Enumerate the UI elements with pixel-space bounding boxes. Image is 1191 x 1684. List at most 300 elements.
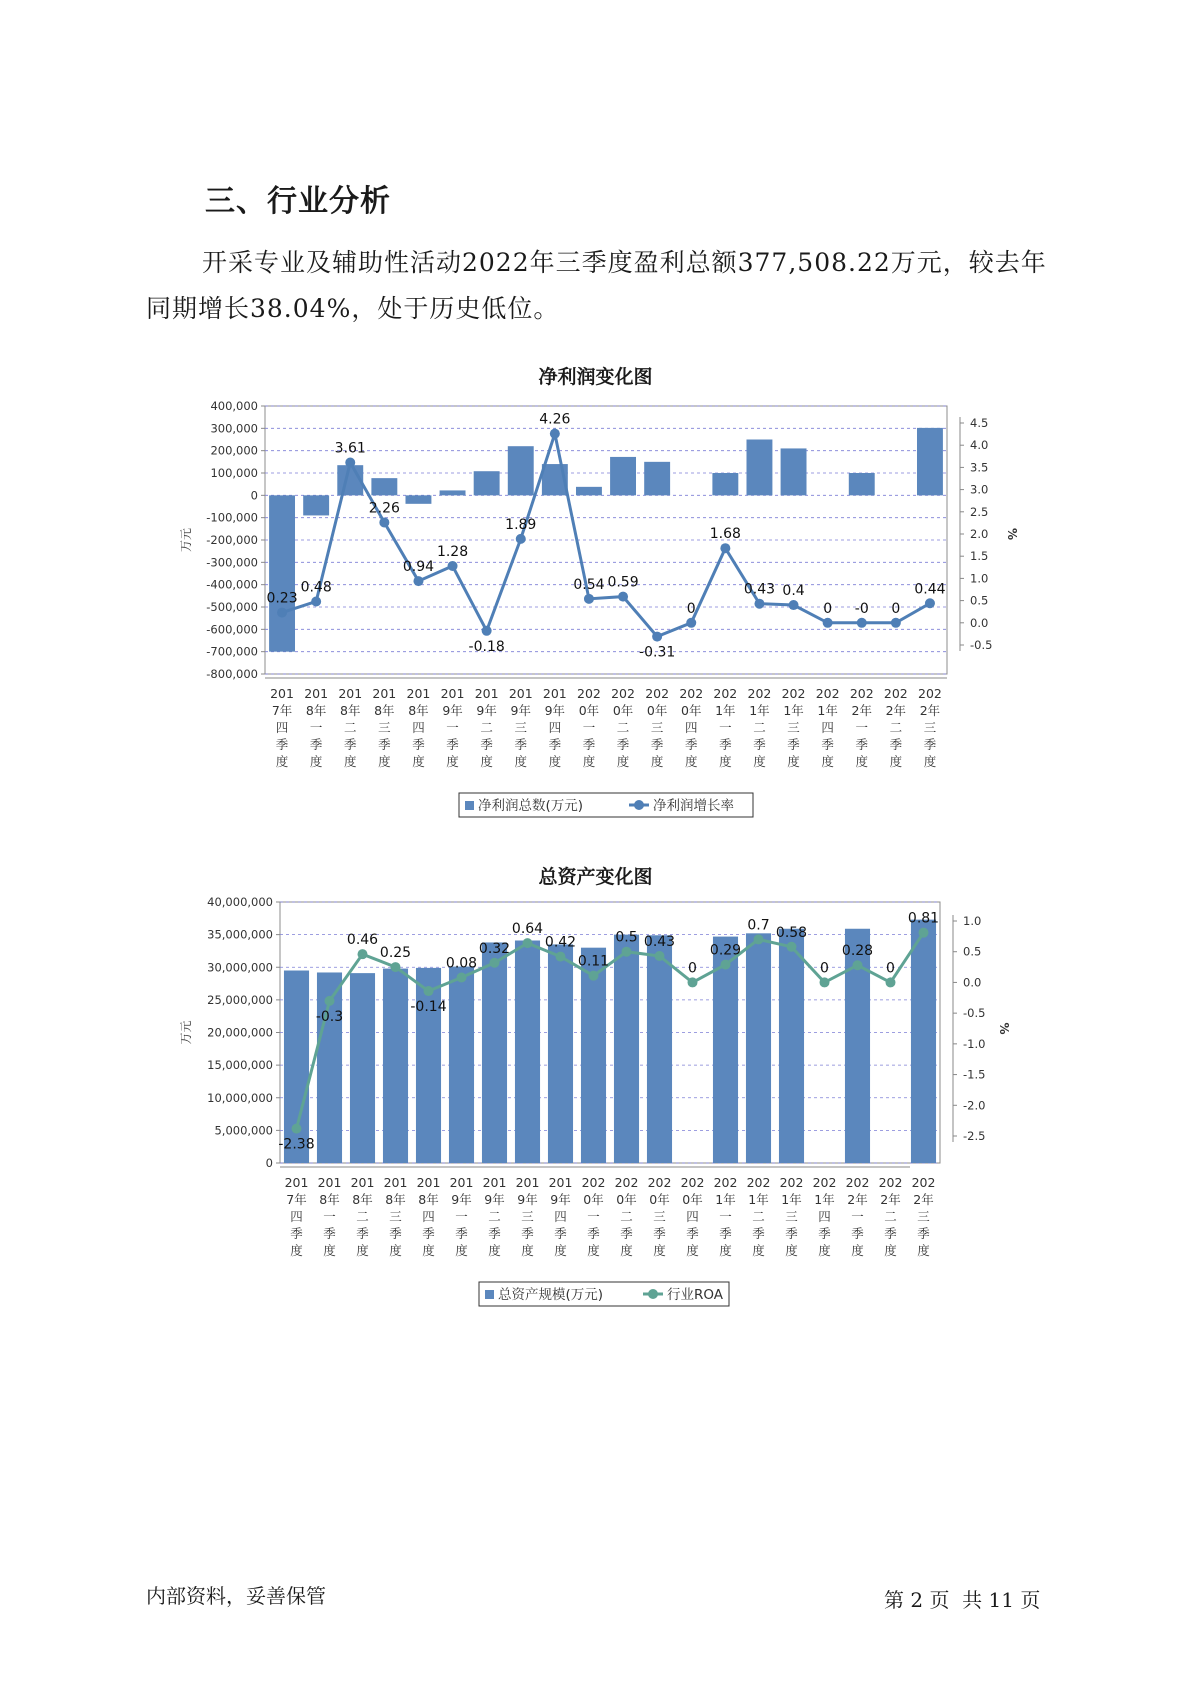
chart1-x-tick-label: 201 (338, 686, 363, 701)
chart2-bar (350, 973, 375, 1163)
chart2-x-tick-label: 0年 (583, 1192, 604, 1207)
chart1-data-label: -0.31 (639, 644, 676, 661)
chart1-x-tick-label: 季 (753, 737, 766, 752)
chart1-y2-tick-label: 2.5 (970, 504, 989, 519)
chart1-x-tick-label: 度 (821, 754, 834, 769)
chart1-bar (508, 446, 534, 495)
chart2-point (688, 977, 698, 987)
chart2-x-tick-label: 2年 (913, 1192, 934, 1207)
chart1-x-tick-label: 度 (378, 754, 391, 769)
chart1-x-tick-label: 度 (582, 754, 596, 769)
chart2-x-tick-label: 9年 (550, 1192, 571, 1207)
chart1-x-tick-label: 201 (304, 686, 329, 701)
chart1-x-tick-label: 度 (275, 754, 289, 769)
chart2-x-tick-label: 201 (317, 1175, 342, 1190)
chart2-point (556, 952, 566, 962)
chart1-legend-bar-swatch (465, 801, 474, 810)
chart1-data-label: 0 (823, 600, 833, 617)
chart1-x-tick-label: 度 (309, 754, 323, 769)
chart1-data-label: 0.54 (573, 576, 605, 593)
chart1-x-tick-label: 四 (684, 720, 698, 735)
chart2-x-tick-label: 度 (686, 1243, 699, 1258)
page-number: 第 2 页 共 11 页 (884, 1588, 1041, 1612)
chart1-x-tick-label: 度 (923, 754, 937, 769)
chart2-x-tick-label: 三 (521, 1209, 534, 1224)
chart1-data-label: 0 (891, 600, 901, 617)
chart1-data-label: 0.44 (914, 581, 946, 598)
chart1-x-tick-label: 202 (611, 686, 635, 701)
chart1-bar (576, 487, 602, 495)
chart1-x-tick-label: 202 (747, 686, 772, 701)
chart2-y2-tick-label: -2.0 (963, 1098, 986, 1113)
chart2-x-tick-label: 1年 (781, 1192, 802, 1207)
chart1-data-label: 1.68 (709, 526, 741, 543)
chart2-x-tick-label: 0年 (682, 1192, 703, 1207)
chart1-y-tick-label: -200,000 (206, 533, 258, 547)
chart1-y-tick-label: -100,000 (206, 510, 258, 525)
chart2-bar (911, 920, 936, 1163)
chart1-point (652, 632, 662, 642)
chart1-data-label: 0.59 (607, 574, 639, 591)
chart1-x-tick-label: 2年 (851, 703, 872, 718)
chart2-y-tick-label: 20,000,000 (207, 1025, 273, 1040)
chart1-x-tick-label: 201 (270, 686, 294, 701)
chart2-point (490, 958, 500, 968)
chart2-x-tick-label: 三 (653, 1209, 666, 1224)
chart1-x-tick-label: 季 (889, 737, 903, 752)
chart1-x-tick-label: 1年 (783, 703, 804, 718)
chart1-x-tick-label: 201 (406, 686, 431, 701)
chart2-x-tick-label: 202 (779, 1175, 804, 1190)
chart1-bar (440, 490, 466, 495)
chart1-data-label: 3.61 (334, 440, 366, 457)
chart1-y-tick-label: -600,000 (206, 622, 258, 637)
chart2-x-tick-label: 季 (356, 1226, 369, 1241)
chart1-x-tick-label: 季 (650, 737, 664, 752)
chart2-data-label: 0.11 (577, 953, 610, 970)
chart2-y-tick-label: 0 (265, 1156, 273, 1170)
chart1-y2-axis-label: % (1005, 527, 1019, 541)
chart1-data-label: 0.4 (782, 583, 805, 600)
chart2-point (853, 960, 863, 970)
chart2-x-tick-label: 三 (389, 1209, 402, 1224)
chart2-y-tick-label: 35,000,000 (207, 927, 273, 942)
chart1-bar (781, 448, 807, 495)
chart1-point (550, 429, 560, 439)
chart1-x-tick-label: 季 (821, 737, 834, 752)
chart1-x-tick-label: 0年 (612, 703, 634, 718)
chart2-x-tick-label: 四 (290, 1209, 303, 1224)
chart1-x-tick-label: 度 (343, 754, 357, 769)
chart2-x-tick-label: 一 (587, 1209, 600, 1224)
chart1-x-tick-label: 8年 (305, 703, 327, 718)
chart2-x-tick-label: 二 (356, 1209, 369, 1224)
chart2-bar (548, 944, 573, 1163)
chart1-x-tick-label: 度 (446, 754, 459, 769)
chart2-x-tick-label: 度 (653, 1243, 666, 1258)
chart1-data-label: 0.23 (266, 590, 298, 607)
chart1-x-tick-label: 8年 (374, 703, 395, 718)
chart1-point (789, 600, 799, 610)
chart1-x-tick-label: 季 (923, 737, 937, 752)
chart1-x-tick-label: 度 (412, 754, 425, 769)
chart2-x-tick-label: 201 (350, 1175, 375, 1190)
chart2-y-tick-label: 15,000,000 (207, 1058, 273, 1073)
chart1-y2-tick-label: 3.0 (970, 482, 989, 497)
chart1-y-tick-label: 0 (250, 488, 258, 503)
chart1-data-label: 2.26 (368, 500, 400, 517)
chart2-bar (647, 935, 672, 1163)
chart1-y2-tick-label: -0.5 (970, 638, 993, 652)
chart1-x-tick-label: 季 (582, 737, 596, 752)
chart2-x-tick-label: 度 (488, 1243, 501, 1258)
chart2-bar (482, 942, 507, 1163)
chart2-legend-line-marker (648, 1289, 658, 1299)
chart1-y-tick-label: -800,000 (206, 667, 258, 681)
chart1-x-tick-label: 202 (577, 686, 601, 701)
chart1-point (686, 618, 696, 628)
chart2-x-tick-label: 一 (455, 1209, 468, 1224)
chart2-point (424, 986, 434, 996)
chart2-y2-axis-label: % (997, 1022, 1011, 1035)
chart1-y-tick-label: -700,000 (206, 644, 258, 659)
chart1-data-label: 4.26 (539, 411, 571, 428)
chart1-y2-tick-label: 4.0 (970, 438, 989, 453)
chart2-x-tick-label: 度 (884, 1243, 897, 1258)
chart2-x-tick-label: 9年 (517, 1192, 538, 1207)
chart2-x-tick-label: 202 (911, 1175, 936, 1190)
chart1-legend-line-marker (634, 800, 644, 810)
chart1-x-tick-label: 度 (514, 754, 528, 769)
chart2-point (325, 996, 335, 1006)
chart2-x-tick-label: 2年 (847, 1192, 868, 1207)
chart1-bar (917, 428, 943, 495)
chart1-point (618, 592, 628, 602)
chart2-data-label: 0.64 (511, 921, 544, 938)
chart1-x-tick-label: 四 (275, 720, 289, 735)
chart2-x-tick-label: 202 (713, 1175, 738, 1190)
chart1-point (345, 458, 355, 468)
chart2-x-tick-label: 度 (422, 1243, 435, 1258)
chart1-x-tick-label: 1年 (749, 703, 770, 718)
chart2-point (754, 934, 764, 944)
chart2-x-tick-label: 9年 (451, 1192, 472, 1207)
chart1-x-tick-label: 8年 (340, 703, 361, 718)
chart1-x-tick-label: 202 (679, 686, 704, 701)
chart2-legend-line-label: 行业ROA (667, 1287, 724, 1303)
chart1-data-label: -0 (854, 600, 869, 617)
chart2-point (820, 977, 830, 987)
chart1-point (277, 608, 287, 618)
chart2-x-tick-label: 202 (746, 1175, 771, 1190)
chart2-x-tick-label: 1年 (715, 1192, 736, 1207)
chart1-x-tick-label: 202 (815, 686, 840, 701)
chart2-point (655, 951, 665, 961)
chart1-x-tick-label: 9年 (544, 703, 566, 718)
chart2-x-tick-label: 9年 (484, 1192, 505, 1207)
chart1-bar (849, 473, 875, 495)
chart2-bar (284, 971, 309, 1163)
chart1-x-tick-label: 1年 (817, 703, 838, 718)
chart2-x-tick-label: 季 (719, 1226, 732, 1241)
chart2-x-tick-label: 7年 (286, 1192, 307, 1207)
chart2-x-tick-label: 二 (488, 1209, 501, 1224)
chart2-y2-tick-label: 0.5 (963, 944, 982, 959)
chart1-point (413, 576, 423, 586)
chart1-point (823, 618, 833, 628)
chart1-x-tick-label: 202 (849, 686, 874, 701)
chart1-data-label: -0.18 (468, 638, 505, 655)
chart1-point (379, 517, 389, 527)
chart2-data-label: 0.43 (643, 934, 676, 951)
chart1-y-tick-label: -500,000 (206, 600, 258, 614)
chart2-y2-tick-label: -1.0 (963, 1036, 986, 1051)
chart1-x-tick-label: 季 (548, 737, 562, 752)
chart1-x-tick-label: 度 (684, 754, 698, 769)
chart2-x-tick-label: 四 (686, 1209, 699, 1224)
chart2-bar (779, 929, 804, 1163)
chart1-bar (474, 471, 500, 495)
chart2-x-tick-label: 季 (884, 1226, 897, 1241)
chart2-x-tick-label: 季 (587, 1226, 600, 1241)
chart1-x-tick-label: 季 (412, 737, 425, 752)
chart1-x-tick-label: 季 (343, 737, 357, 752)
chart1-x-tick-label: 二 (343, 720, 357, 735)
chart1-x-tick-label: 季 (719, 737, 732, 752)
chart2-y-tick-label: 25,000,000 (207, 992, 273, 1007)
chart2-data-label: 0.58 (775, 924, 808, 941)
chart2-y-axis-label: 万元 (179, 1020, 193, 1045)
chart2-x-tick-label: 三 (785, 1209, 798, 1224)
chart2-x-tick-label: 度 (620, 1243, 633, 1258)
chart1-bar (303, 495, 329, 515)
chart1-y2-tick-label: 3.5 (970, 460, 989, 475)
chart1-line (282, 434, 930, 637)
chart1-y-tick-label: 400,000 (210, 399, 258, 413)
chart2-bar (416, 968, 441, 1163)
chart2-x-tick-label: 一 (851, 1209, 864, 1224)
chart1-x-tick-label: 三 (650, 720, 664, 735)
chart1-bar (712, 473, 738, 495)
chart1-x-tick-label: 度 (650, 754, 664, 769)
chart1-x-tick-label: 季 (616, 737, 630, 752)
chart1-x-tick-label: 四 (412, 720, 425, 735)
chart2-x-tick-label: 201 (416, 1175, 441, 1190)
chart1-x-tick-label: 度 (753, 754, 766, 769)
chart2-x-tick-label: 度 (818, 1243, 831, 1258)
chart2-x-tick-label: 202 (614, 1175, 639, 1190)
body-paragraph: 开采专业及辅助性活动2022年三季度盈利总额377,508.22万元，较去年同期增长38.04%，处于历史低位。 (146, 248, 1047, 323)
chart1-x-tick-label: 9年 (442, 703, 463, 718)
chart1-x-tick-label: 度 (616, 754, 630, 769)
chart1-x-tick-label: 季 (480, 737, 493, 752)
chart2-x-tick-label: 季 (323, 1226, 336, 1241)
chart2-x-tick-label: 季 (389, 1226, 402, 1241)
chart1-point (754, 599, 764, 609)
chart2-x-tick-label: 202 (647, 1175, 672, 1190)
chart2-point (787, 942, 797, 952)
chart2-x-tick-label: 度 (356, 1243, 369, 1258)
chart1-x-tick-label: 201 (372, 686, 397, 701)
chart1-point (311, 596, 321, 606)
chart2-bar (449, 967, 474, 1163)
chart2-x-tick-label: 8年 (385, 1192, 406, 1207)
chart1-point (448, 561, 458, 571)
chart1-x-tick-label: 四 (821, 720, 834, 735)
chart2-point (919, 928, 929, 938)
chart2-x-tick-label: 四 (818, 1209, 831, 1224)
chart1-x-tick-label: 季 (309, 737, 323, 752)
chart1-x-tick-label: 度 (787, 754, 800, 769)
chart1-x-tick-label: 度 (548, 754, 562, 769)
chart2-x-tick-label: 季 (290, 1226, 303, 1241)
chart2-x-tick-label: 度 (851, 1243, 864, 1258)
chart2-x-tick-label: 一 (323, 1209, 336, 1224)
chart1-x-tick-label: 0年 (646, 703, 668, 718)
chart2-data-label: -0.3 (315, 1008, 344, 1025)
chart1-y2-tick-label: 4.5 (970, 416, 989, 430)
chart2-x-tick-label: 0年 (649, 1192, 670, 1207)
chart2-x-tick-label: 季 (752, 1226, 765, 1241)
chart1-point (857, 618, 867, 628)
chart2-x-tick-label: 201 (284, 1175, 309, 1190)
chart1-x-tick-label: 2年 (885, 703, 907, 718)
chart1-y-tick-label: 100,000 (210, 466, 258, 480)
chart1-x-tick-label: 季 (855, 737, 869, 752)
chart2-data-label: 0.5 (615, 929, 638, 946)
total-assets-chart (0, 896, 1191, 1316)
chart2-x-tick-label: 8年 (352, 1192, 373, 1207)
chart1-x-tick-label: 0年 (578, 703, 600, 718)
chart2-x-tick-label: 度 (455, 1243, 468, 1258)
chart1-x-tick-label: 季 (378, 737, 391, 752)
chart1-x-tick-label: 度 (855, 754, 869, 769)
chart2-x-tick-label: 2年 (880, 1192, 901, 1207)
chart1-x-tick-label: 201 (440, 686, 465, 701)
chart2-data-label: 0 (820, 960, 829, 977)
chart1-bar (269, 495, 295, 651)
chart2-x-tick-label: 202 (680, 1175, 705, 1190)
chart2-x-tick-label: 季 (917, 1226, 930, 1241)
chart2-x-tick-label: 202 (878, 1175, 903, 1190)
chart2-data-label: 0.42 (544, 934, 577, 951)
chart1-x-tick-label: 季 (275, 737, 289, 752)
chart2-y-tick-label: 40,000,000 (207, 895, 273, 909)
chart2-x-tick-label: 202 (812, 1175, 837, 1190)
chart2-point (721, 960, 731, 970)
chart1-x-tick-label: 201 (508, 686, 533, 701)
chart1-y-tick-label: 200,000 (210, 443, 258, 458)
chart2-x-tick-label: 201 (482, 1175, 507, 1190)
chart2-data-label: 0.25 (379, 945, 412, 962)
chart2-y2-tick-label: -2.5 (963, 1129, 986, 1143)
chart1-x-tick-label: 度 (719, 754, 732, 769)
chart1-bar (644, 462, 670, 496)
chart1-x-tick-label: 度 (889, 754, 903, 769)
chart2-x-tick-label: 201 (548, 1175, 573, 1190)
chart2-x-tick-label: 度 (587, 1243, 600, 1258)
chart1-x-tick-label: 9年 (510, 703, 531, 718)
chart2-x-tick-label: 1年 (748, 1192, 769, 1207)
chart1-y2-tick-label: 0.0 (970, 615, 989, 630)
chart1-x-tick-label: 202 (645, 686, 670, 701)
chart1-legend-line-label: 净利润增长率 (653, 798, 734, 814)
chart2-x-tick-label: 季 (488, 1226, 501, 1241)
chart2-y2-tick-label: -0.5 (963, 1006, 986, 1021)
chart1-x-tick-label: 一 (855, 720, 869, 735)
chart2-data-label: 0 (886, 960, 895, 977)
chart2-data-label: -0.14 (410, 999, 447, 1016)
chart1-y2-tick-label: 2.0 (970, 527, 989, 541)
chart1-y-axis-label: 万元 (179, 527, 193, 553)
chart1-x-tick-label: 202 (781, 686, 806, 701)
chart2-x-tick-label: 度 (290, 1243, 303, 1258)
chart1-point (891, 618, 901, 628)
chart1-data-label: 0.94 (402, 559, 435, 576)
chart2-point (391, 962, 401, 972)
chart1-data-label: 1.28 (436, 543, 469, 560)
chart2-bar (383, 969, 408, 1163)
chart1-x-tick-label: 三 (378, 720, 391, 735)
chart2-x-tick-label: 202 (581, 1175, 606, 1190)
chart2-y2-tick-label: 1.0 (963, 914, 982, 928)
chart2-data-label: -2.38 (278, 1136, 315, 1153)
chart1-x-tick-label: 四 (548, 720, 562, 735)
chart2-x-tick-label: 度 (785, 1243, 798, 1258)
chart1-x-tick-label: 二 (753, 720, 766, 735)
chart2-x-tick-label: 8年 (418, 1192, 439, 1207)
chart2-x-tick-label: 度 (719, 1243, 732, 1258)
chart1-x-tick-label: 季 (446, 737, 459, 752)
chart1-x-tick-label: 7年 (271, 703, 293, 718)
chart2-data-label: 0 (688, 960, 697, 977)
chart2-legend-bar-label: 总资产规模(万元) (498, 1287, 604, 1303)
chart1-x-tick-label: 三 (787, 720, 800, 735)
chart2-x-tick-label: 季 (422, 1226, 435, 1241)
chart2-point (589, 971, 599, 981)
chart2-x-tick-label: 季 (785, 1226, 798, 1241)
chart2-x-tick-label: 202 (845, 1175, 870, 1190)
chart2-y-tick-label: 30,000,000 (207, 960, 273, 975)
section-heading: 三、行业分析 (205, 184, 391, 219)
chart2-x-tick-label: 三 (917, 1209, 930, 1224)
chart2-data-label: 0.29 (709, 942, 742, 959)
chart2-point (457, 973, 467, 983)
chart2-data-label: 0.7 (747, 917, 770, 934)
chart1-bar (405, 495, 431, 503)
chart1-data-label: 0 (686, 600, 696, 617)
chart1-point (925, 598, 935, 608)
chart1-y2-tick-label: 1.5 (970, 549, 989, 564)
chart1-x-tick-label: 201 (542, 686, 567, 701)
chart2-x-tick-label: 季 (851, 1226, 864, 1241)
chart2-bar (746, 933, 771, 1163)
chart1-data-label: 0.43 (743, 581, 776, 598)
chart2-x-tick-label: 季 (818, 1226, 831, 1241)
chart2-x-tick-label: 度 (752, 1243, 765, 1258)
chart1-x-tick-label: 二 (889, 720, 903, 735)
chart1-x-tick-label: 2年 (919, 703, 941, 718)
chart2-point (622, 947, 632, 957)
chart2-y2-tick-label: 0.0 (963, 975, 982, 990)
chart1-y-tick-label: 300,000 (210, 421, 258, 436)
chart1-y2-tick-label: 1.0 (970, 571, 989, 586)
chart1-point (720, 543, 730, 553)
chart1-x-tick-label: 季 (787, 737, 800, 752)
chart1-data-label: 1.89 (505, 516, 537, 533)
chart2-point (886, 977, 896, 987)
chart2-x-tick-label: 四 (554, 1209, 567, 1224)
